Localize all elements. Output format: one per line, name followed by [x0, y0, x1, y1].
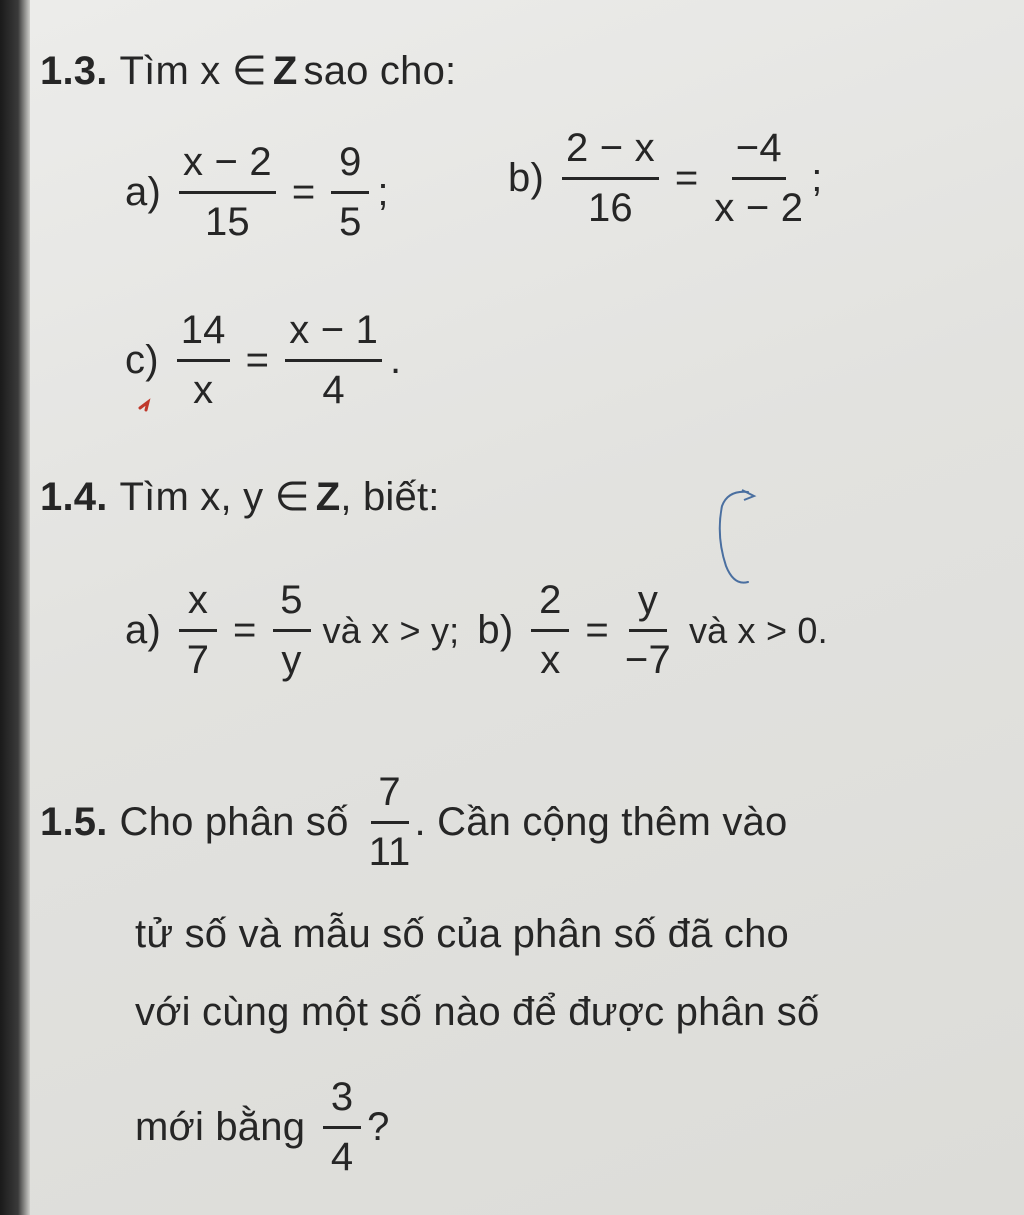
ex13-c-end: .	[390, 338, 402, 382]
ex15-line-2	[135, 912, 789, 957]
ex14-a-condition: và x > y;	[322, 609, 460, 651]
ex13-a-lhs-numerator: x − 2	[179, 140, 276, 194]
ex14-set-symbol: Z	[315, 474, 341, 519]
ex15-fraction-numerator: 7	[371, 770, 409, 824]
ex13-number: 1.3.	[40, 48, 108, 93]
ex13-a-equals: =	[291, 170, 316, 214]
ex14-a-rhs-fraction	[273, 578, 311, 683]
ex15-fraction-given	[369, 770, 411, 875]
ex14-b-label: b)	[477, 608, 514, 652]
ex14-a-lhs-denominator: 7	[186, 638, 210, 682]
ex14-b-lhs-denominator: x	[540, 638, 561, 682]
ex13-c-label: c)	[125, 338, 159, 382]
ex14-a-rhs-numerator: 5	[273, 578, 311, 632]
ex13-b-rhs-denominator: x − 2	[714, 186, 804, 230]
ex14-b-equals: =	[585, 608, 609, 652]
ex13-b-lhs-denominator: 16	[587, 186, 633, 230]
ex15-target-numerator: 3	[323, 1075, 361, 1129]
ex15-line2-text: tử số và mẫu số của phân số đã cho	[135, 912, 789, 956]
ex14-b-condition: và x > 0.	[688, 609, 828, 651]
ex15-fraction-denominator: 11	[368, 830, 411, 874]
ex14-items-row	[125, 578, 832, 683]
page-binding-edge	[0, 0, 30, 1215]
ex15-fraction-target	[323, 1075, 361, 1180]
ex13-b-end: ;	[811, 156, 823, 200]
ex14-a-lhs-fraction	[179, 578, 217, 683]
ex15-number: 1.5.	[40, 800, 108, 844]
ex13-c-rhs-fraction	[285, 308, 382, 413]
ex13-c-lhs-numerator: 14	[177, 308, 230, 362]
ex13-c-lhs-fraction	[177, 308, 230, 413]
ex13-intro-after: sao cho:	[303, 48, 457, 93]
ex15-line3-text: với cùng một số nào để được phân số	[135, 990, 820, 1034]
ex15-line1-after: . Cần cộng thêm vào	[414, 800, 788, 844]
ex13-a-end: ;	[377, 170, 389, 214]
ex13-intro-before: Tìm x ∈	[119, 49, 267, 93]
ex13-item-c	[125, 308, 401, 413]
ex13-b-label: b)	[508, 156, 544, 200]
ex13-a-lhs-fraction	[179, 140, 276, 245]
ex14-intro-after: , biết:	[340, 474, 440, 519]
ex13-a-rhs-denominator: 5	[339, 200, 362, 244]
ex13-a-rhs-fraction	[331, 140, 369, 245]
ex15-line4-before: mới bằng	[135, 1105, 306, 1149]
ex13-item-b	[508, 126, 823, 231]
red-pen-mark-icon	[138, 398, 158, 414]
ex15-line-3	[135, 990, 819, 1035]
ex14-b-rhs-fraction	[625, 578, 671, 683]
ex13-c-rhs-numerator: x − 1	[285, 308, 382, 362]
ex15-line1-before: Cho phân số	[119, 800, 349, 844]
ex13-item-a	[125, 140, 389, 245]
ex14-b-lhs-fraction	[531, 578, 569, 683]
ex14-a-lhs-numerator: x	[179, 578, 217, 632]
ex13-set-symbol: Z	[272, 48, 298, 93]
ex13-b-lhs-numerator: 2 − x	[562, 126, 659, 180]
ex14-b-rhs-denominator: −7	[624, 638, 671, 682]
ex13-a-label: a)	[125, 170, 161, 214]
ex13-c-lhs-denominator: x	[193, 368, 214, 412]
ex15-line-4	[135, 1075, 390, 1180]
ex14-intro-before: Tìm x, y ∈	[119, 475, 310, 519]
ex14-a-label: a)	[125, 608, 161, 652]
ex13-b-lhs-fraction	[562, 126, 659, 231]
ex15-line4-after: ?	[367, 1105, 390, 1149]
ex13-b-rhs-fraction	[714, 126, 803, 231]
ex15-line-1	[40, 770, 787, 875]
ex14-heading	[40, 474, 440, 520]
ex13-a-lhs-denominator: 15	[204, 200, 250, 244]
ex13-heading	[40, 48, 456, 94]
ex13-c-rhs-denominator: 4	[322, 368, 345, 412]
ex15-target-denominator: 4	[330, 1135, 354, 1179]
ex14-b-lhs-numerator: 2	[531, 578, 569, 632]
ex13-b-rhs-numerator: −4	[732, 126, 786, 180]
ex14-a-rhs-denominator: y	[281, 638, 302, 682]
ex14-b-rhs-numerator: y	[629, 578, 667, 632]
ex13-c-equals: =	[245, 338, 270, 382]
ex14-a-equals: =	[232, 608, 257, 652]
ex13-b-equals: =	[674, 156, 699, 200]
ex13-a-rhs-numerator: 9	[331, 140, 369, 194]
ex14-number: 1.4.	[40, 474, 108, 519]
